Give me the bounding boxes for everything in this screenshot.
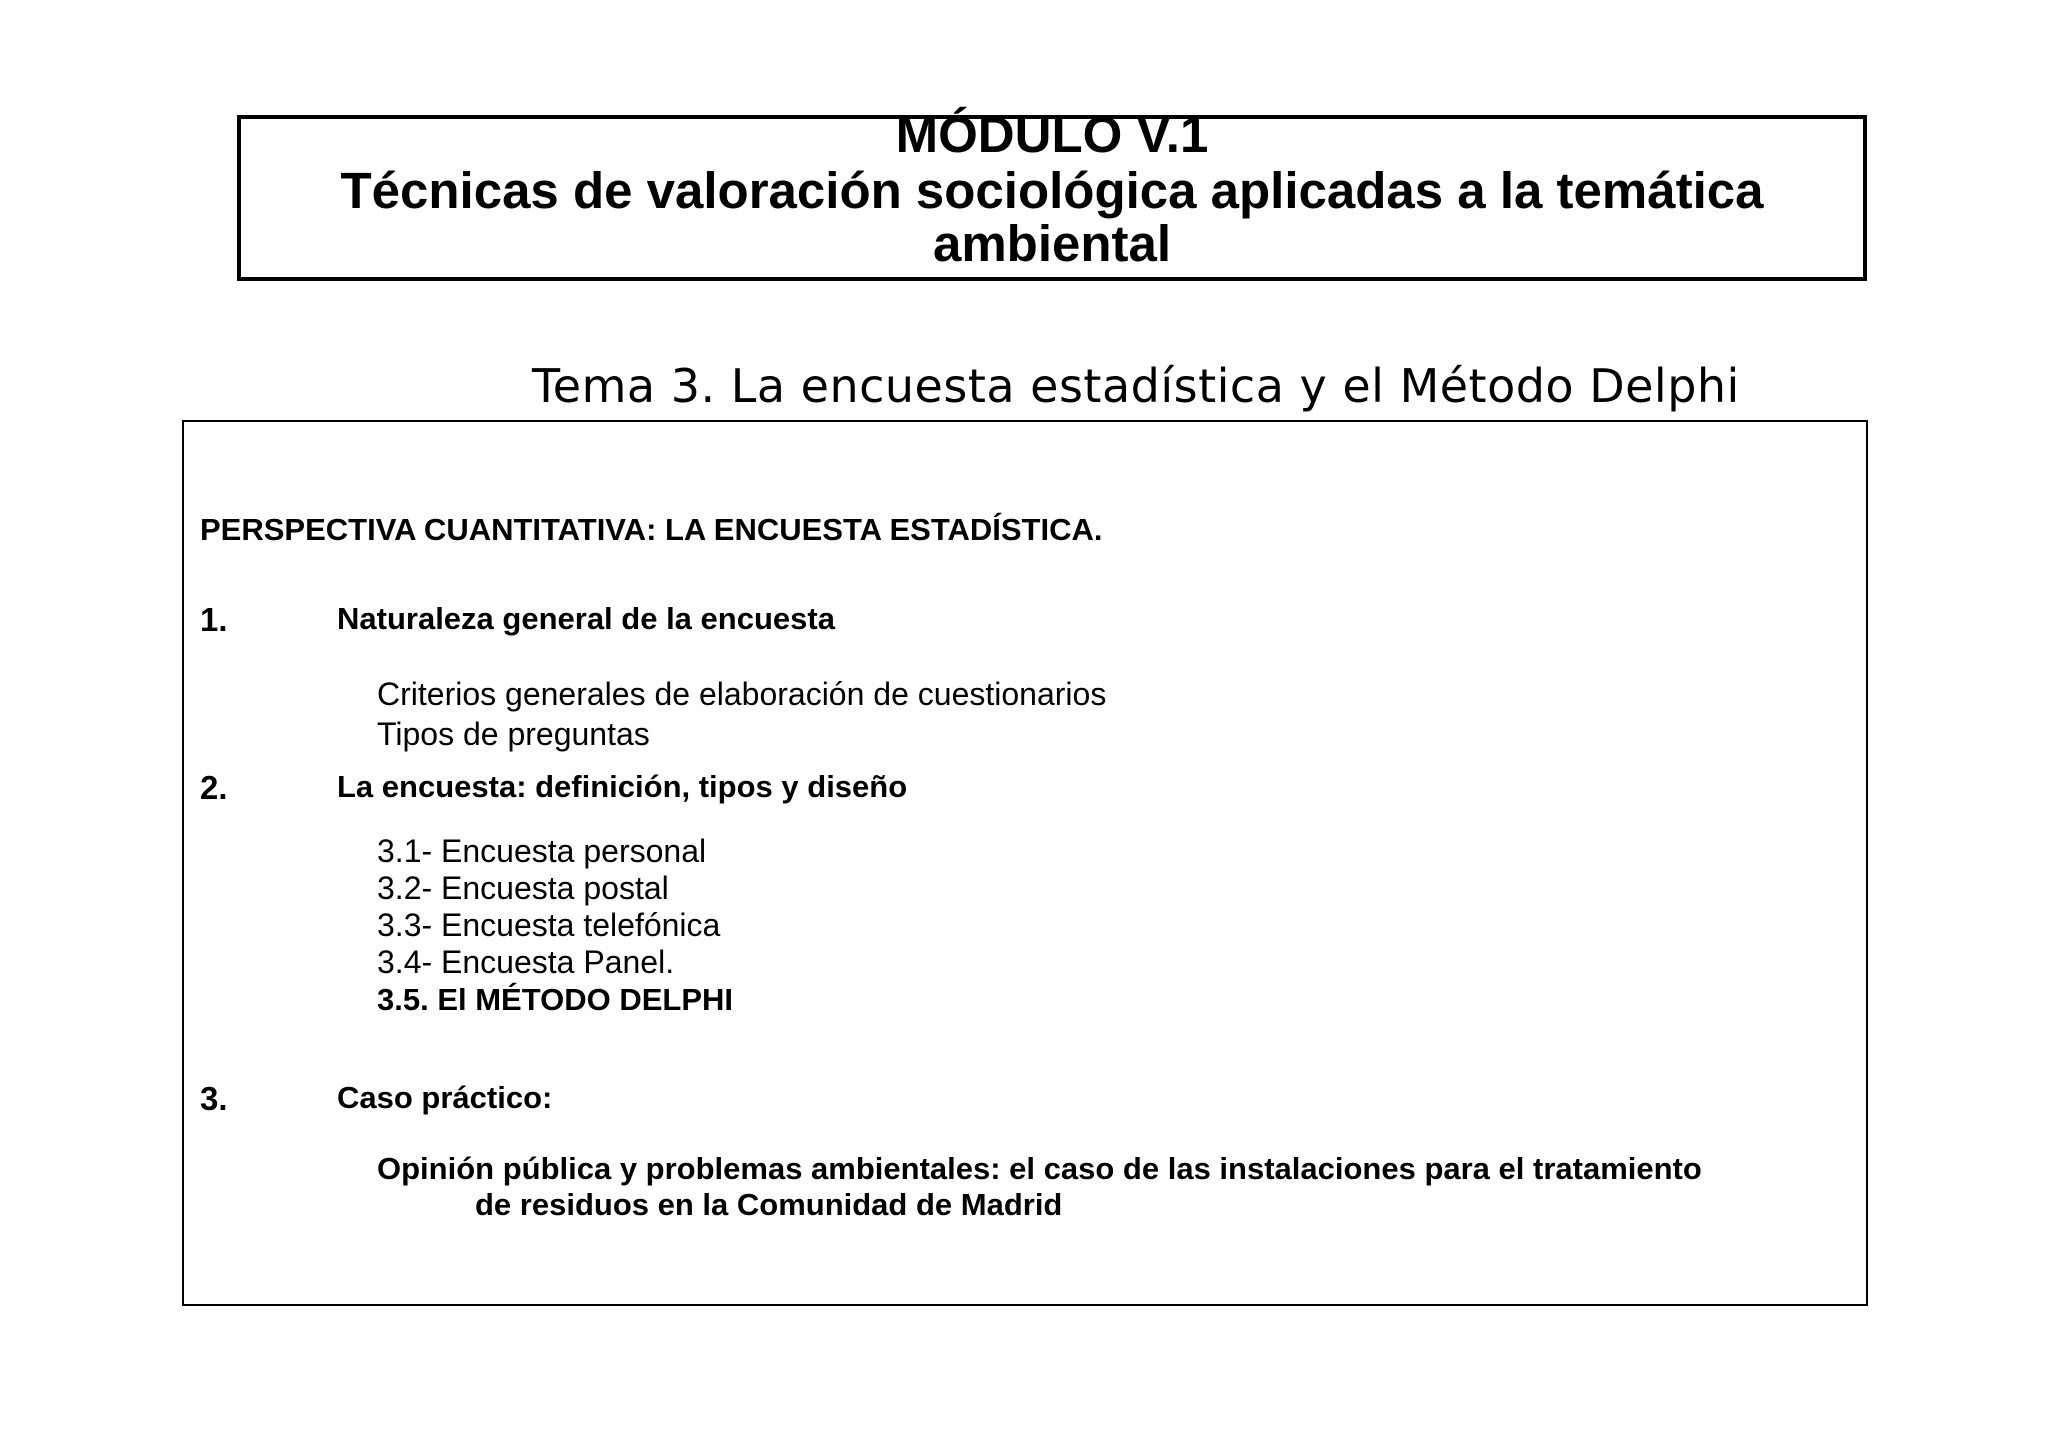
- module-title-box: [237, 106, 1867, 281]
- section-2-number: 2.: [200, 769, 228, 806]
- tema-heading: Tema 3. La encuesta estadística y el Método Delphi: [532, 359, 1740, 413]
- case-study-text: [377, 1151, 1702, 1223]
- section-1-item-2: Tipos de preguntas: [377, 716, 650, 752]
- module-label: MÓDULO V.1: [895, 106, 1209, 163]
- section-1-item-1: Criterios generales de elaboración de cuestionarios: [377, 676, 1107, 712]
- module-title-line-2: ambiental: [932, 215, 1172, 272]
- section-2-title: La encuesta: definición, tipos y diseño: [337, 769, 908, 804]
- module-title-line-1: Técnicas de valoración sociológica aplicadas a la temática: [340, 162, 1764, 219]
- section-2-item-4: 3.4- Encuesta Panel.: [377, 944, 675, 980]
- section-2-item-1: 3.1- Encuesta personal: [377, 833, 707, 869]
- section-3-title: Caso práctico:: [337, 1080, 553, 1115]
- section-2-item-5: 3.5. El MÉTODO DELPHI: [377, 982, 734, 1017]
- case-study-line-1: Opinión pública y problemas ambientales: el caso de las instalaciones para el tratamiento: [377, 1151, 1702, 1186]
- section-3-number: 3.: [200, 1080, 228, 1117]
- section-1-title: Naturaleza general de la encuesta: [337, 601, 835, 636]
- perspective-heading: PERSPECTIVA CUANTITATIVA: LA ENCUESTA ESTADÍSTICA.: [200, 512, 1103, 547]
- section-2-item-2: 3.2- Encuesta postal: [377, 870, 669, 906]
- section-1-number: 1.: [200, 601, 228, 638]
- section-2-item-3: 3.3- Encuesta telefónica: [377, 907, 721, 943]
- case-study-line-2: de residuos en la Comunidad de Madrid: [475, 1187, 1063, 1222]
